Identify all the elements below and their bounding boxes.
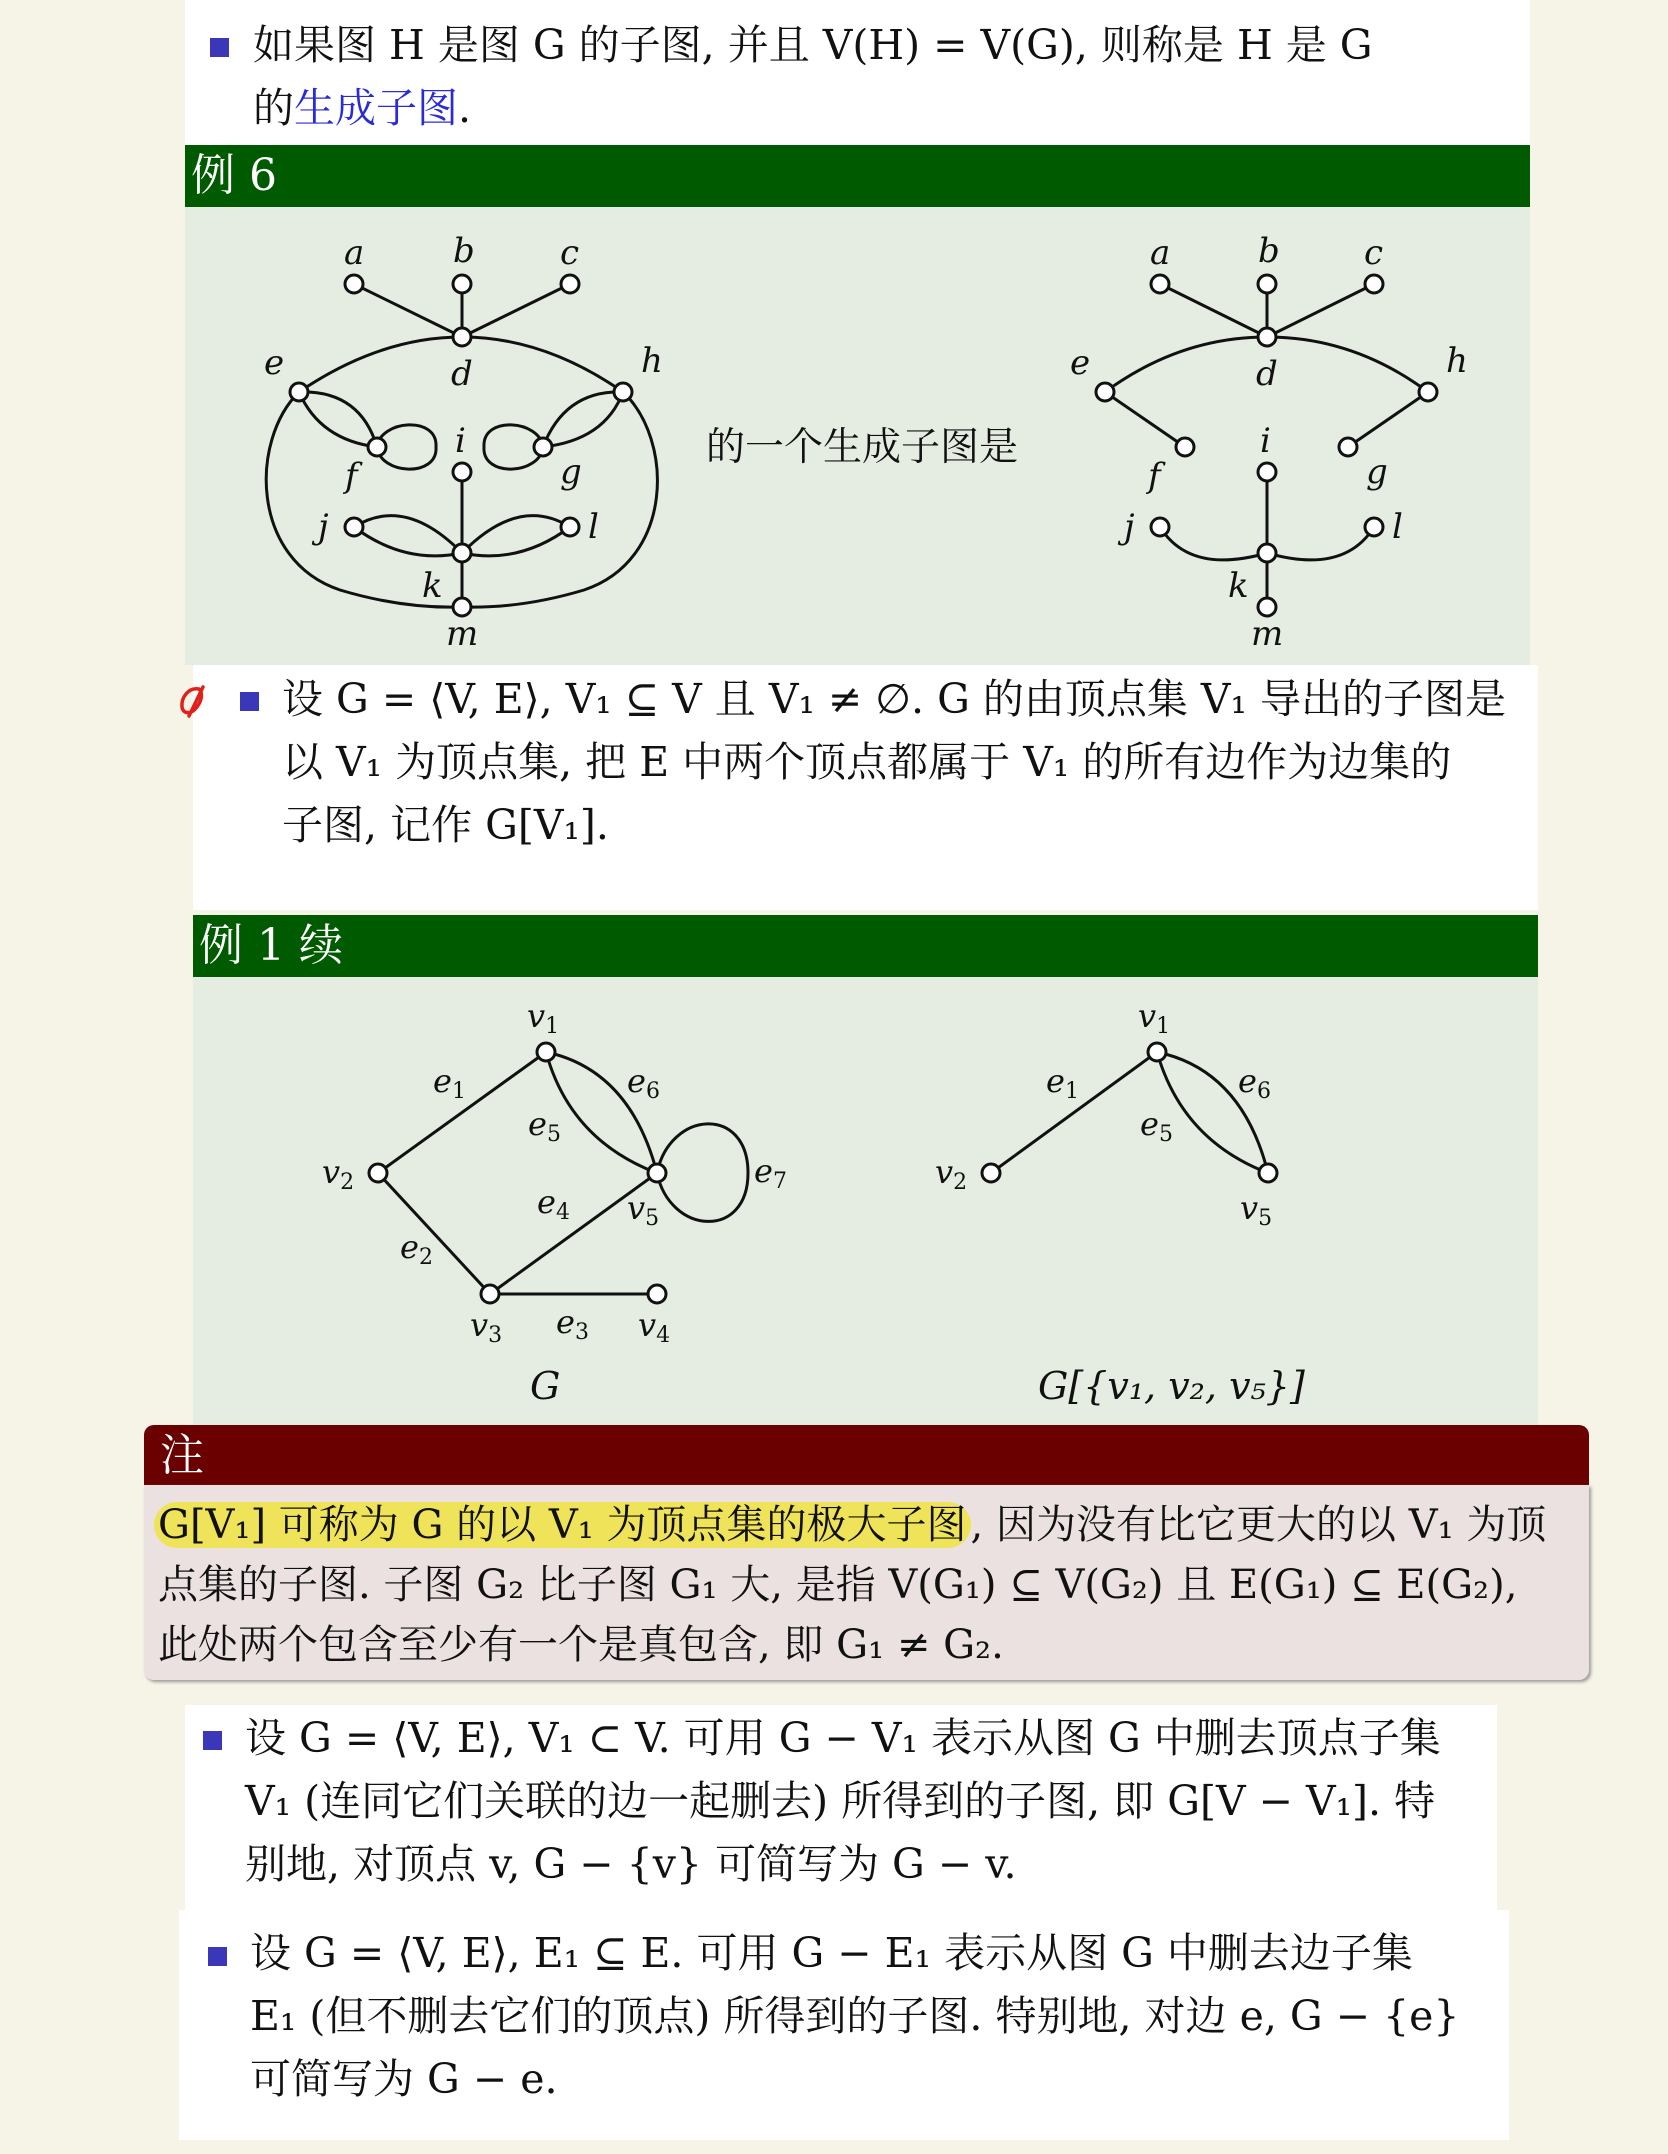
- vertex-g: [534, 438, 552, 456]
- label-d: d: [451, 354, 473, 394]
- example6-right-graph: [1060, 207, 1530, 665]
- label-v1: v1: [527, 997, 560, 1039]
- vertex-l: [1365, 518, 1383, 536]
- label-h: h: [1446, 341, 1468, 381]
- vertex-v1: [1148, 1043, 1166, 1061]
- vertex-h: [614, 383, 632, 401]
- vertex-v4: [648, 1285, 666, 1303]
- label-c: c: [560, 233, 580, 273]
- label-e1: e1: [433, 1062, 466, 1104]
- vertex-d: [453, 328, 471, 346]
- vertex-e: [290, 383, 308, 401]
- label-v5: v5: [627, 1189, 660, 1231]
- example6-title: 例 6: [191, 150, 277, 201]
- vertex-e: [1096, 383, 1114, 401]
- bullet-1: [210, 38, 229, 57]
- section4-line2: E₁ (但不删去它们的顶点) 所得到的子图. 特别地, 对边 e, G − {e}: [250, 1992, 1460, 2040]
- section3-line2: V₁ (连同它们关联的边一起删去) 所得到的子图, 即 G[V − V₁]. 特: [245, 1777, 1436, 1825]
- vertex-k: [453, 544, 471, 562]
- label-e4: e4: [537, 1183, 570, 1225]
- example6-middle-text: 的一个生成子图是: [706, 425, 1019, 470]
- label-e: e: [264, 343, 285, 383]
- label-v3: v3: [470, 1306, 503, 1348]
- label-k: k: [422, 566, 443, 606]
- label-h: h: [641, 341, 663, 381]
- annotation-mark-icon: [175, 683, 211, 719]
- label-i: i: [455, 421, 466, 461]
- spanning-subgraph-term[interactable]: 生成子图: [294, 84, 458, 132]
- vertex-c: [1365, 275, 1383, 293]
- vertex-l: [561, 518, 579, 536]
- label-i: i: [1260, 421, 1271, 461]
- section2-line1: 设 G = ⟨V, E⟩, V₁ ⊆ V 且 V₁ ≠ ∅. G 的由顶点集 V₁ 导出的子图是: [282, 675, 1506, 723]
- label-b: b: [1258, 231, 1280, 271]
- label-c: c: [1364, 233, 1384, 273]
- label-k: k: [1228, 566, 1249, 606]
- label-a: a: [344, 233, 365, 273]
- vertex-j: [345, 518, 363, 536]
- label-e2: e2: [400, 1228, 433, 1270]
- vertex-v3: [481, 1285, 499, 1303]
- vertex-k: [1258, 544, 1276, 562]
- label-v4: v4: [638, 1306, 671, 1348]
- section2-text: [282, 668, 1532, 857]
- label-v5: v5: [1240, 1189, 1273, 1231]
- label-e5: e5: [1140, 1105, 1173, 1147]
- note-title: 注: [160, 1430, 204, 1481]
- section2-line3: 子图, 记作 G[V₁].: [282, 801, 609, 849]
- vertex-a: [1151, 275, 1169, 293]
- label-e5: e5: [528, 1105, 561, 1147]
- label-b: b: [453, 231, 475, 271]
- label-f: f: [1148, 456, 1161, 496]
- vertex-v2: [982, 1164, 1000, 1182]
- bullet-4: [208, 1947, 227, 1966]
- section1-text: [253, 14, 1523, 140]
- label-l: l: [1392, 507, 1403, 547]
- label-e1: e1: [1046, 1062, 1079, 1104]
- bullet-3: [203, 1731, 222, 1750]
- example1-right-caption: G[{v₁, v₂, v₅}]: [1038, 1364, 1305, 1408]
- label-j: j: [318, 507, 329, 547]
- section4-line3: 可简写为 G − e.: [250, 2055, 558, 2103]
- label-v1: v1: [1138, 997, 1171, 1039]
- label-a: a: [1150, 233, 1171, 273]
- vertex-b: [453, 275, 471, 293]
- example6-left-graph: [185, 207, 745, 665]
- label-v2: v2: [935, 1153, 968, 1195]
- label-e3: e3: [556, 1303, 589, 1345]
- vertex-i: [1258, 463, 1276, 481]
- note-title-bar: [144, 1425, 1589, 1485]
- vertex-i: [453, 463, 471, 481]
- label-g: g: [560, 452, 582, 492]
- label-l: l: [588, 507, 599, 547]
- note-line1: G[V₁] 可称为 G 的以 V₁ 为顶点集的极大子图 , 因为没有比它更大的以 V₁ 为顶: [158, 1495, 1583, 1555]
- label-e7: e7: [754, 1152, 787, 1194]
- vertex-b: [1258, 275, 1276, 293]
- label-m: m: [1251, 614, 1284, 654]
- vertex-g: [1339, 438, 1357, 456]
- example1-title: 例 1 续: [199, 920, 343, 971]
- section1-line2: 的生成子图.: [253, 84, 472, 132]
- example1-graph-induced: [920, 990, 1320, 1350]
- vertex-v5: [1259, 1164, 1277, 1182]
- note-line2: 点集的子图. 子图 G₂ 比子图 G₁ 大, 是指 V(G₁) ⊆ V(G₂) 且 E(G₁) ⊆ E(G₂),: [158, 1562, 1518, 1608]
- vertex-a: [345, 275, 363, 293]
- label-e6: e6: [1238, 1062, 1271, 1104]
- section3-text: [245, 1707, 1495, 1896]
- vertex-j: [1151, 518, 1169, 536]
- section1-line1: 如果图 H 是图 G 的子图, 并且 V(H) = V(G), 则称是 H 是 G: [253, 21, 1373, 69]
- section4-text: [250, 1922, 1500, 2111]
- vertex-d: [1258, 328, 1276, 346]
- vertex-c: [561, 275, 579, 293]
- vertex-v5: [648, 1164, 666, 1182]
- section3-line1: 设 G = ⟨V, E⟩, V₁ ⊂ V. 可用 G − V₁ 表示从图 G 中删去顶点子集: [245, 1714, 1441, 1762]
- label-j: j: [1124, 507, 1135, 547]
- label-e6: e6: [627, 1062, 660, 1104]
- example1-left-caption: G: [530, 1364, 561, 1408]
- vertex-h: [1419, 383, 1437, 401]
- label-e: e: [1070, 343, 1091, 383]
- label-v2: v2: [322, 1153, 355, 1195]
- note-highlight: G[V₁] 可称为 G 的以 V₁ 为顶点集的极大子图: [154, 1502, 971, 1548]
- section2-line2: 以 V₁ 为顶点集, 把 E 中两个顶点都属于 V₁ 的所有边作为边集的: [282, 738, 1452, 786]
- example6-title-bar: [185, 145, 1530, 207]
- vertex-f: [368, 438, 386, 456]
- label-d: d: [1256, 354, 1278, 394]
- section4-line1: 设 G = ⟨V, E⟩, E₁ ⊆ E. 可用 G − E₁ 表示从图 G 中删去边子集: [250, 1929, 1413, 1977]
- vertex-v1: [537, 1043, 555, 1061]
- label-f: f: [345, 456, 358, 496]
- note-line3: 此处两个包含至少有一个是真包含, 即 G₁ ≠ G₂.: [158, 1622, 1004, 1668]
- label-g: g: [1366, 452, 1388, 492]
- example1-title-bar: [193, 915, 1538, 977]
- vertex-v2: [369, 1164, 387, 1182]
- section3-line3: 别地, 对顶点 v, G − {v} 可简写为 G − v.: [245, 1840, 1017, 1888]
- label-m: m: [446, 614, 479, 654]
- bullet-2: [240, 692, 259, 711]
- vertex-f: [1176, 438, 1194, 456]
- note-text: [158, 1495, 1583, 1675]
